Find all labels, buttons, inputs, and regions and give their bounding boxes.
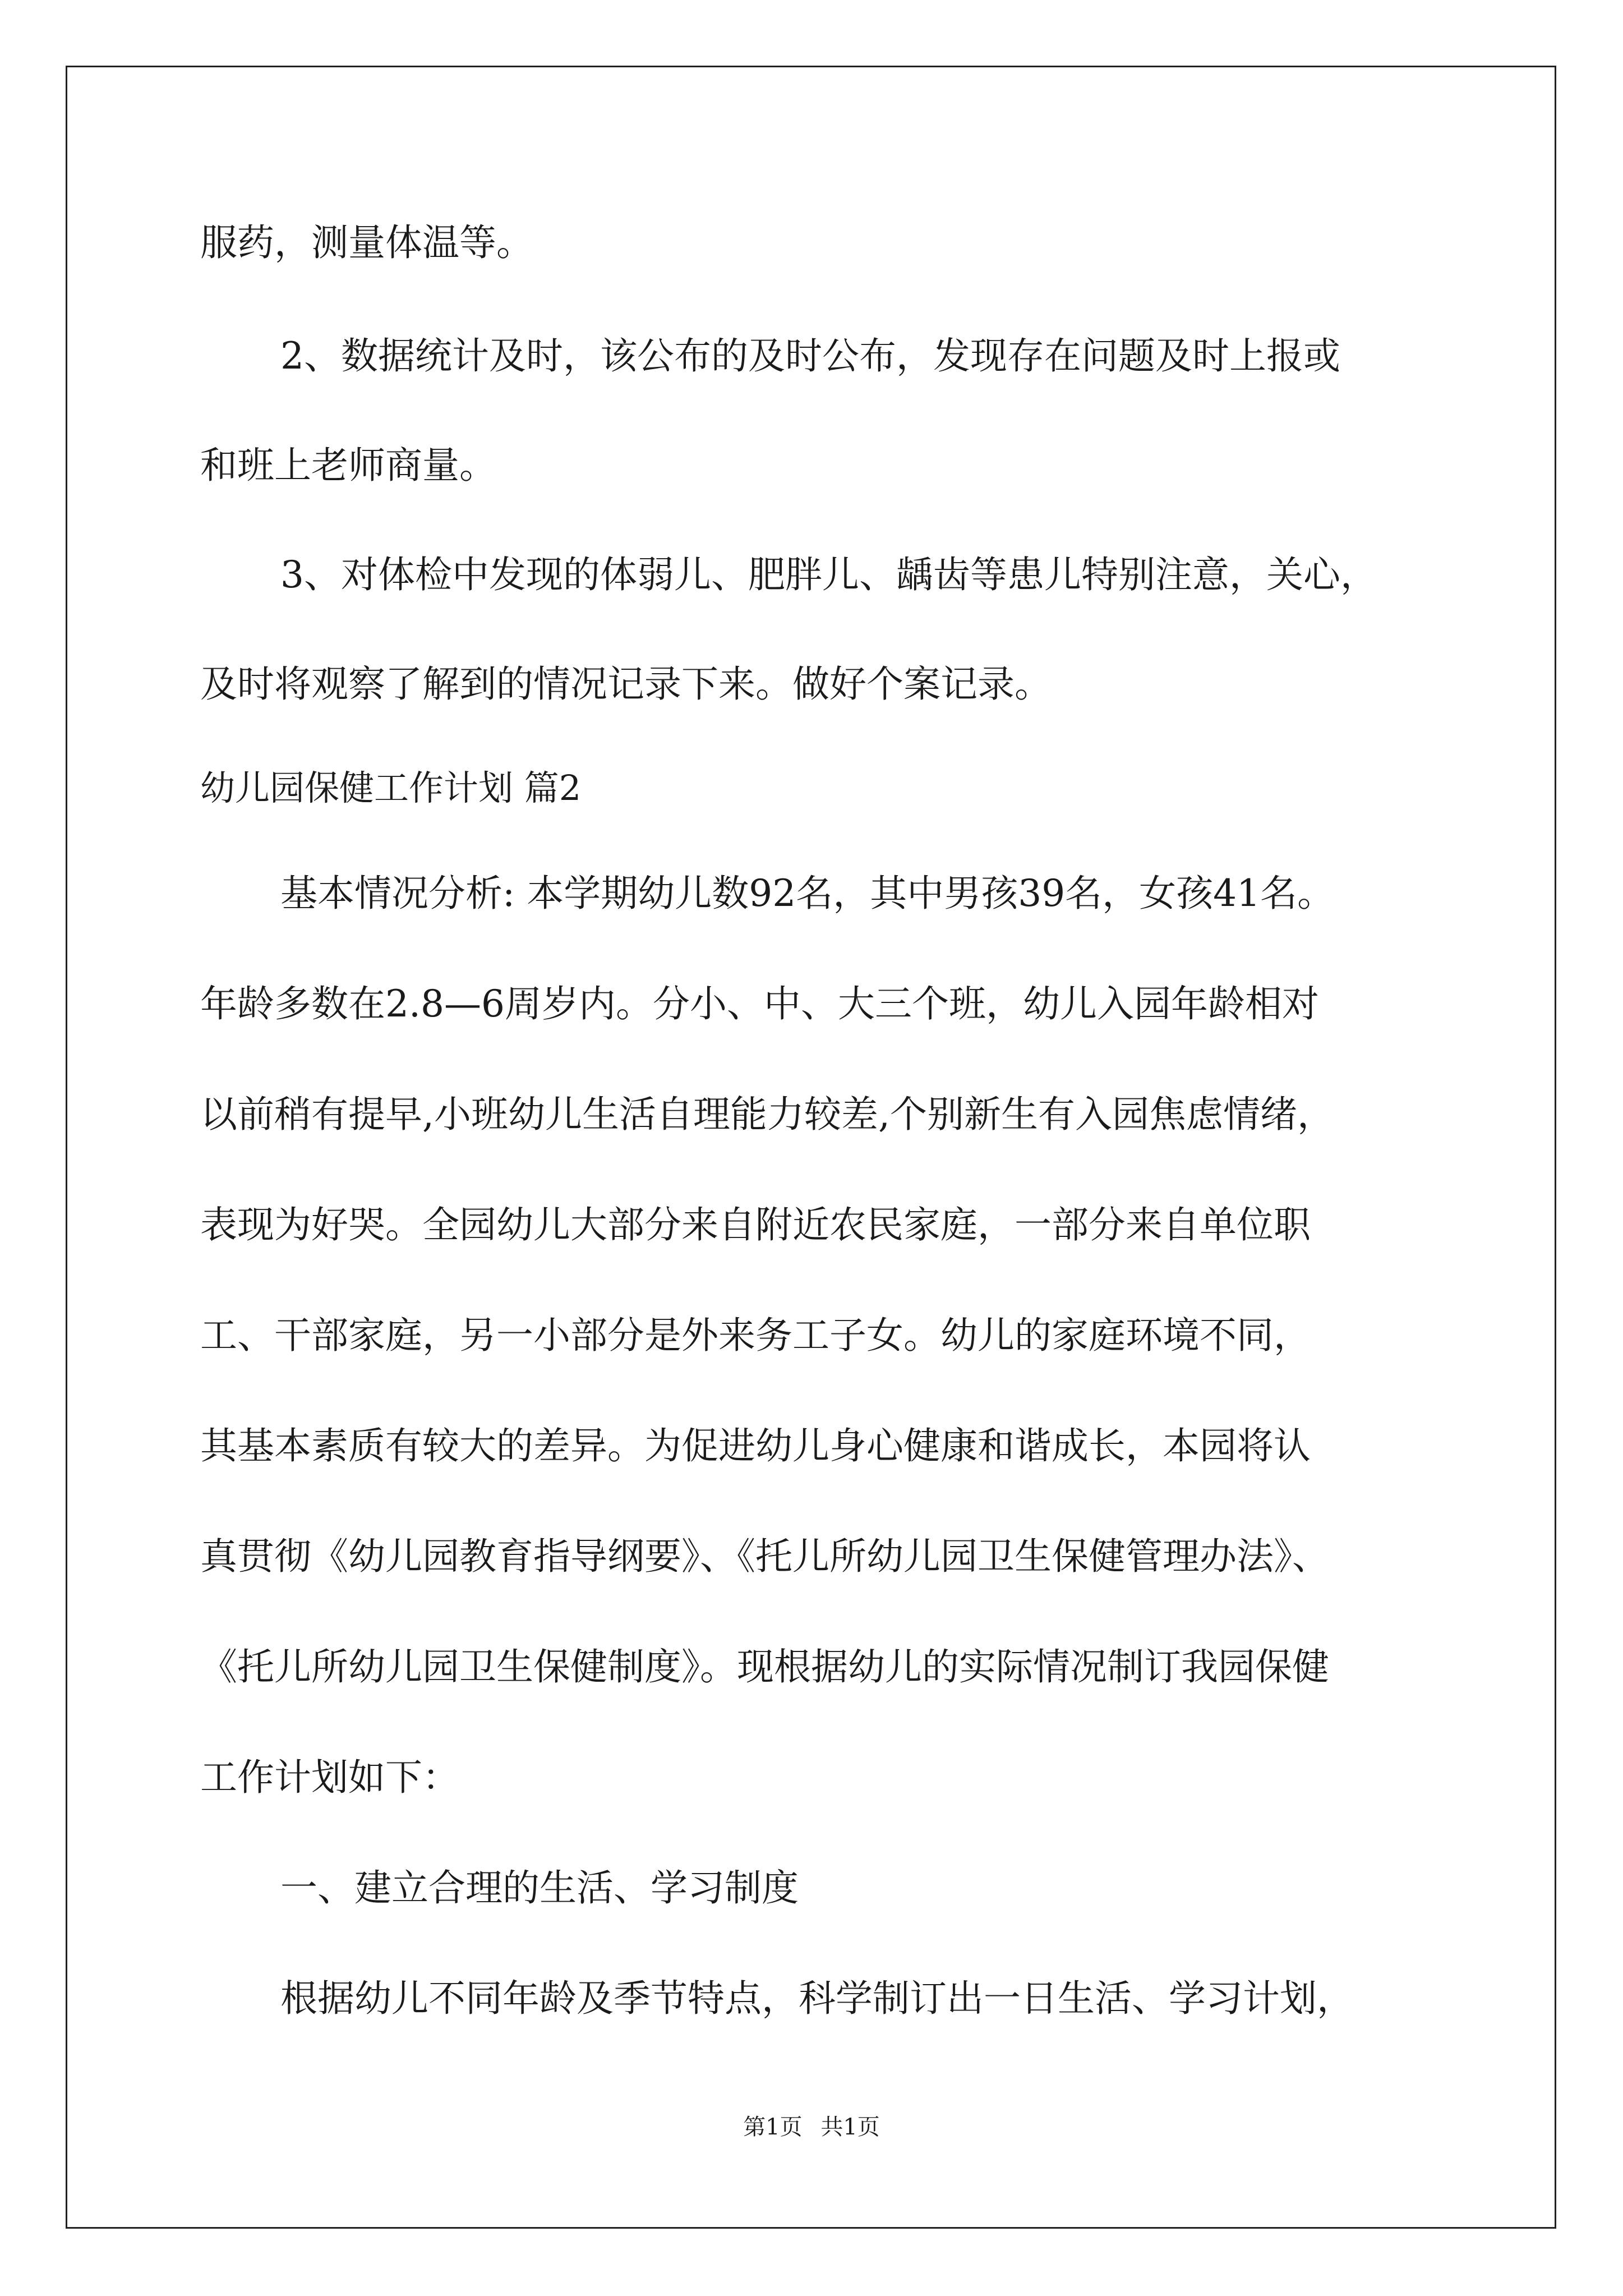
text-line: 工、干部家庭，另一小部分是外来务工子女。幼儿的家庭环境不同， bbox=[200, 1314, 1311, 1357]
text-line: 一、建立合理的生活、学习制度 bbox=[280, 1866, 799, 1910]
text-line: 根据幼儿不同年龄及季节特点，科学制订出一日生活、学习计划， bbox=[280, 1977, 1354, 2020]
text-line: 2、数据统计及时，该公布的及时公布，发现存在问题及时上报或 bbox=[280, 334, 1340, 378]
page-total: 共1页 bbox=[820, 2114, 880, 2140]
text-line: 和班上老师商量。 bbox=[200, 444, 496, 487]
text-line: 以前稍有提早,小班幼儿生活自理能力较差,个别新生有入园焦虑情绪， bbox=[200, 1093, 1334, 1136]
text-line: 年龄多数在2.8—6周岁内。分小、中、大三个班，幼儿入园年龄相对 bbox=[200, 982, 1319, 1025]
text-line: 表现为好哭。全园幼儿大部分来自附近农民家庭，一部分来自单位职 bbox=[200, 1203, 1311, 1246]
text-line: 服药，测量体温等。 bbox=[200, 221, 533, 264]
section-heading: 幼儿园保健工作计划 篇2 bbox=[200, 767, 582, 808]
text-line: 其基本素质有较大的差异。为促进幼儿身心健康和谐成长，本园将认 bbox=[200, 1424, 1311, 1467]
page-number: 第1页 bbox=[743, 2114, 803, 2140]
text-line: 及时将观察了解到的情况记录下来。做好个案记录。 bbox=[200, 662, 1052, 706]
text-line: 基本情况分析: 本学期幼儿数92名，其中男孩39名，女孩41名。 bbox=[280, 872, 1335, 915]
page-footer bbox=[0, 2109, 1623, 2141]
text-line: 《托儿所幼儿园卫生保健制度》。现根据幼儿的实际情况制订我园保健 bbox=[200, 1645, 1329, 1688]
text-line: 真贯彻《幼儿园教育指导纲要》、《托儿所幼儿园卫生保健管理办法》、 bbox=[200, 1535, 1329, 1578]
text-line: 3、对体检中发现的体弱儿、肥胖儿、龋齿等患儿特别注意，关心， bbox=[280, 553, 1377, 596]
text-line: 工作计划如下： bbox=[200, 1756, 459, 1799]
